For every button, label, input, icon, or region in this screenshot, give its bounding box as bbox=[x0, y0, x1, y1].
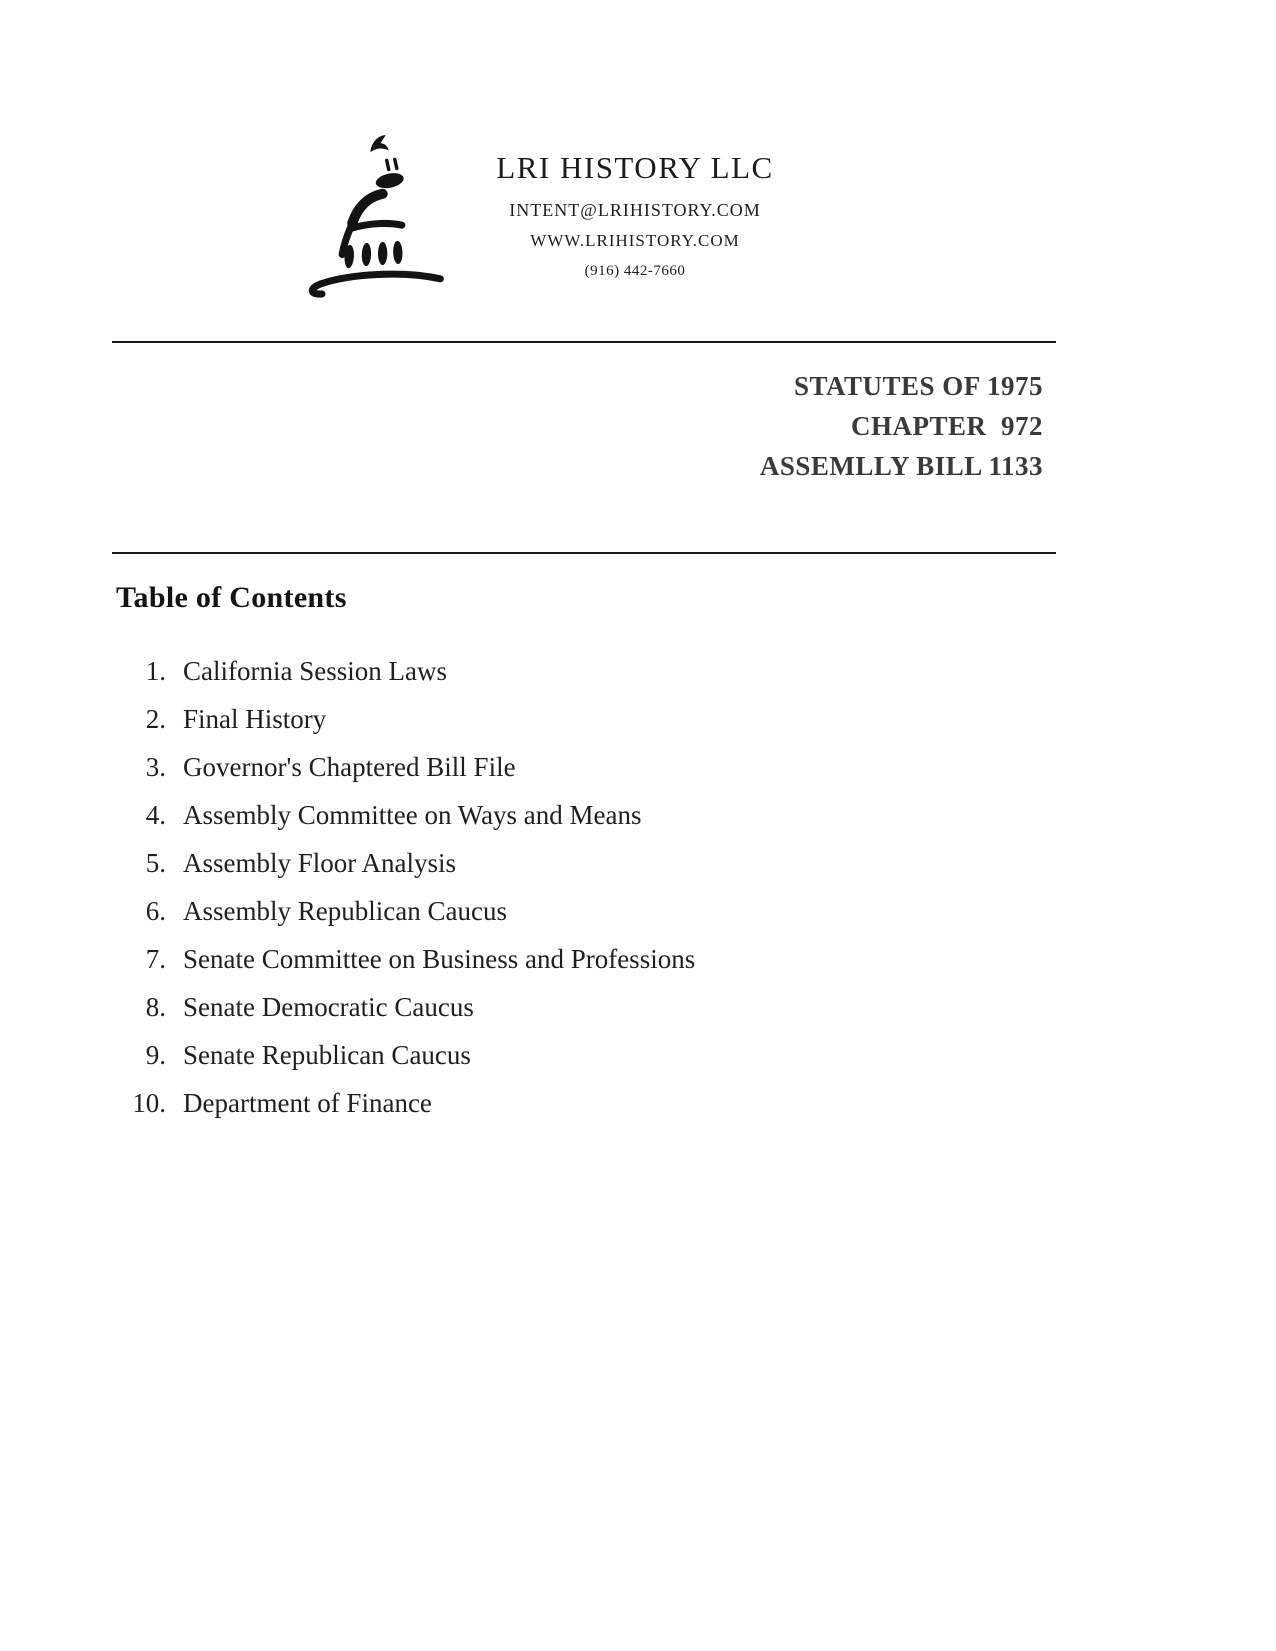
company-name: LRI HISTORY LLC bbox=[496, 150, 774, 185]
toc-item-label: Senate Democratic Caucus bbox=[183, 992, 474, 1022]
toc-item-number: 3. bbox=[145, 752, 166, 782]
toc-item-number: 8. bbox=[145, 992, 166, 1022]
toc-item bbox=[117, 705, 1017, 734]
toc-item-label: Assembly Republican Caucus bbox=[183, 896, 507, 926]
statutes-line: STATUTES OF 1975 bbox=[793, 371, 1043, 401]
toc-item-label: Department of Finance bbox=[183, 1088, 432, 1118]
statutes-title-block bbox=[760, 366, 1043, 486]
contact-phone: (916) 442-7660 bbox=[584, 263, 686, 279]
toc-item-label: Governor's Chaptered Bill File bbox=[183, 752, 516, 782]
toc-heading: Table of Contents bbox=[116, 581, 347, 614]
toc-item bbox=[117, 753, 1017, 782]
chapter-line: CHAPTER 972 bbox=[850, 411, 1043, 441]
toc-item-number: 5. bbox=[145, 848, 166, 878]
toc-item bbox=[117, 1089, 1017, 1118]
toc-item-number: 4. bbox=[145, 800, 166, 830]
contact-website: WWW.LRIHISTORY.COM bbox=[530, 231, 740, 250]
toc-item-label: Final History bbox=[183, 704, 327, 734]
toc-item bbox=[117, 657, 1017, 686]
toc-item-number: 7. bbox=[145, 944, 166, 974]
toc-item-label: Assembly Floor Analysis bbox=[183, 848, 457, 878]
horizontal-rule-top bbox=[112, 341, 1056, 343]
toc-item-number: 1. bbox=[145, 656, 166, 686]
toc-item bbox=[117, 897, 1017, 926]
horizontal-rule-bottom bbox=[112, 552, 1056, 554]
toc-item-label: Assembly Committee on Ways and Means bbox=[183, 800, 642, 830]
toc-item-label: Senate Committee on Business and Professions bbox=[183, 944, 696, 974]
toc-item-number: 10. bbox=[132, 1088, 166, 1118]
contact-email: INTENT@LRIHISTORY.COM bbox=[509, 200, 761, 220]
toc-item bbox=[117, 945, 1017, 974]
capitol-dome-icon bbox=[288, 285, 453, 302]
toc-item-label: California Session Laws bbox=[183, 656, 447, 686]
toc-item-number: 2. bbox=[145, 704, 166, 734]
contact-block bbox=[415, 148, 855, 282]
toc-item bbox=[117, 849, 1017, 878]
toc-list bbox=[117, 657, 1017, 1137]
toc-item bbox=[117, 801, 1017, 830]
toc-item-number: 9. bbox=[145, 1040, 166, 1070]
toc-item-number: 6. bbox=[145, 896, 166, 926]
toc-item-label: Senate Republican Caucus bbox=[183, 1040, 471, 1070]
toc-item bbox=[117, 993, 1017, 1022]
assembly-bill-line: ASSEMLLY BILL 1133 bbox=[759, 451, 1043, 481]
toc-item bbox=[117, 1041, 1017, 1070]
